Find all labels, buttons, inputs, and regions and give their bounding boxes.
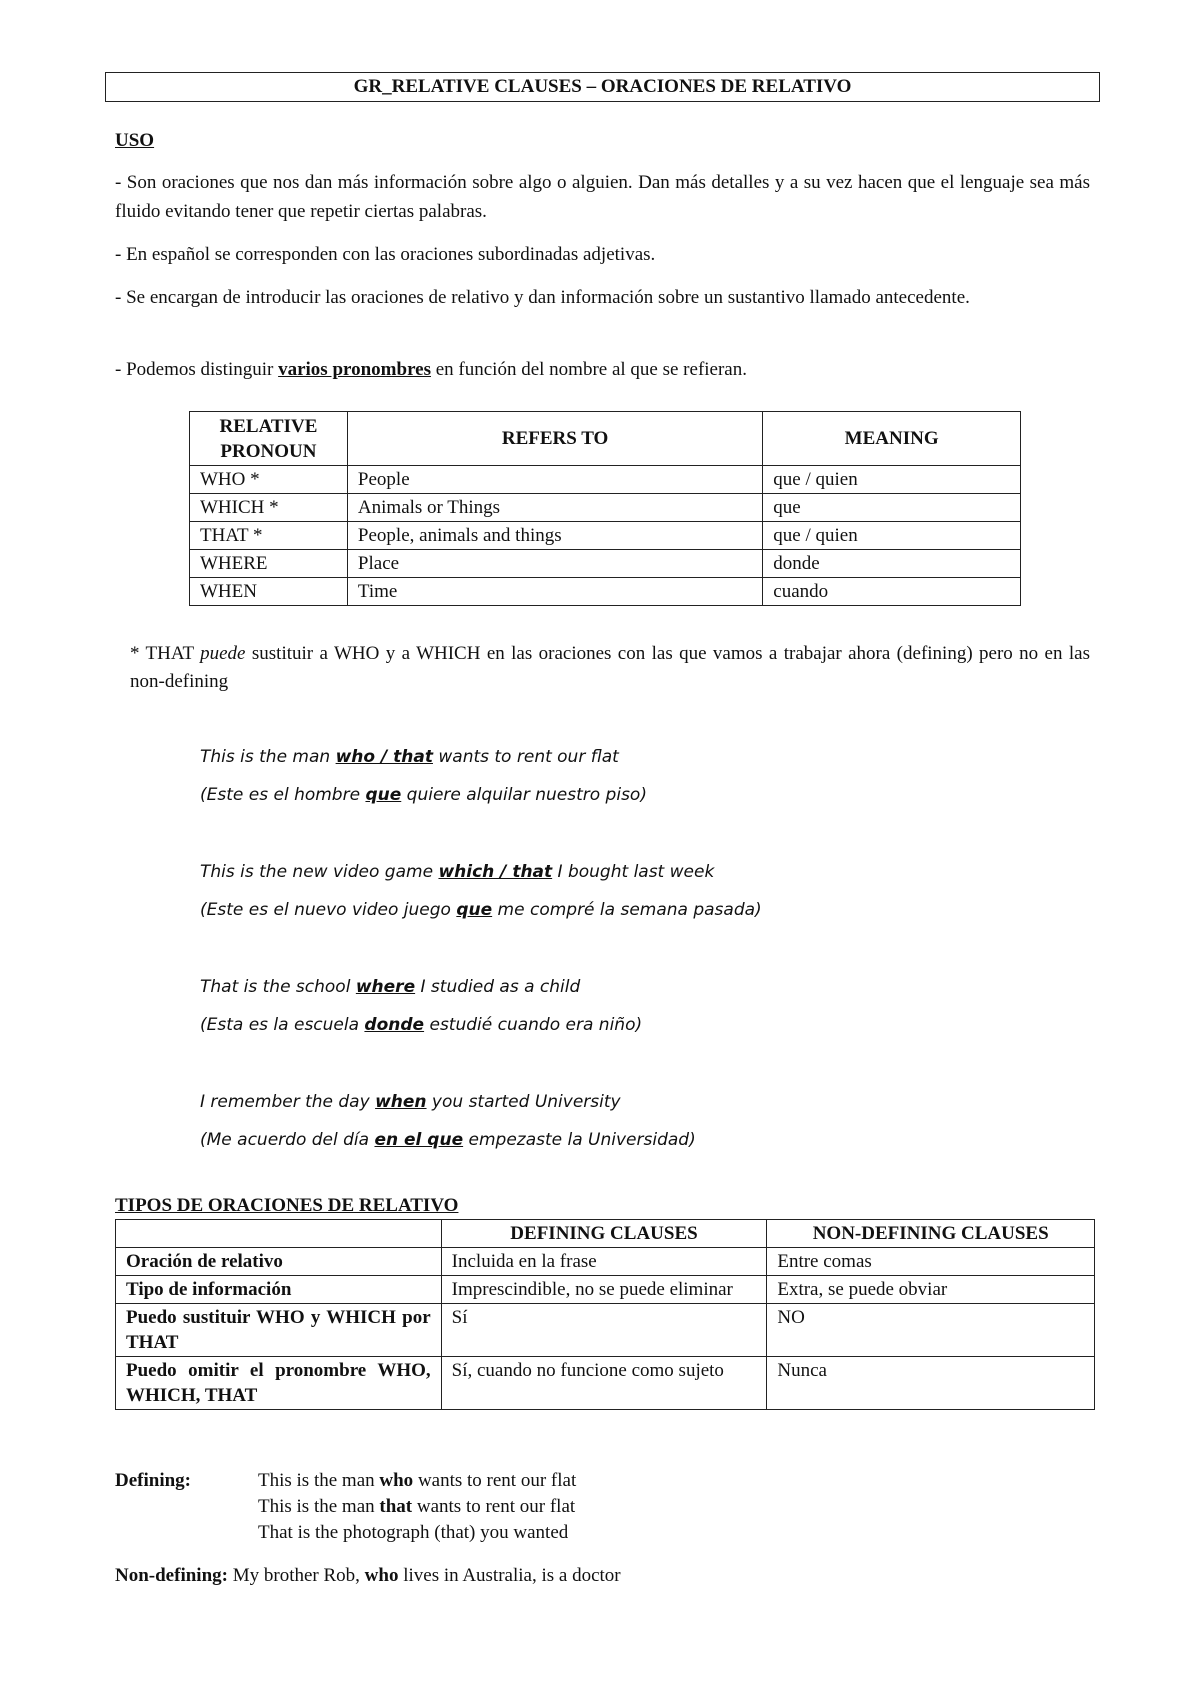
line-text: This is the man: [258, 1496, 380, 1517]
header-meaning: MEANING: [763, 412, 1021, 466]
non-defining-cell: Extra, se puede obviar: [767, 1276, 1095, 1304]
defining-cell: Sí: [441, 1304, 767, 1357]
clause-types-table: [115, 1219, 1095, 1410]
example-text: estudié cuando era niño): [424, 1015, 643, 1035]
example-keyword: who / that: [335, 747, 433, 767]
example-1-english: [200, 747, 619, 767]
example-2-spanish: [200, 900, 762, 920]
line-text: lives in Australia, is a doctor: [398, 1565, 621, 1586]
uso-paragraph-3: - Se encargan de introducir las oraciones de relativo y dan información sobre un sustantivo llamado antecedente.: [115, 287, 970, 308]
clause-types-header: [116, 1220, 1095, 1248]
refers-cell: People, animals and things: [347, 522, 762, 550]
note-pre: * THAT: [130, 643, 201, 664]
refers-cell: Animals or Things: [347, 494, 762, 522]
defining-label: Defining:: [115, 1470, 191, 1491]
meaning-cell: que / quien: [763, 522, 1021, 550]
refers-cell: Place: [347, 550, 762, 578]
that-note: [130, 640, 1090, 696]
non-defining-cell: Nunca: [767, 1357, 1095, 1410]
example-keyword: que: [365, 785, 402, 805]
note-post: sustituir a WHO y a WHICH en las oraciones con las que vamos a trabajar ahora (defining) pero no en las non-defining: [130, 643, 1090, 692]
pronoun-cell: WHICH *: [190, 494, 348, 522]
pronoun-cell: THAT *: [190, 522, 348, 550]
example-text: wants to rent our flat: [432, 747, 619, 767]
example-text: (Me acuerdo del día: [200, 1130, 375, 1150]
table-row: [190, 578, 1021, 606]
table-row: [116, 1357, 1095, 1410]
example-text: quiere alquilar nuestro piso): [401, 785, 647, 805]
header-empty: [116, 1220, 442, 1248]
header-non-defining: NON-DEFINING CLAUSES: [767, 1220, 1095, 1248]
example-text: I remember the day: [200, 1092, 376, 1112]
example-keyword: where: [355, 977, 416, 997]
defining-cell: Sí, cuando no funcione como sujeto: [441, 1357, 767, 1410]
example-text: (Esta es la escuela: [200, 1015, 365, 1035]
non-defining-cell: NO: [767, 1304, 1095, 1357]
pronoun-cell: WHO *: [190, 466, 348, 494]
table-row: [190, 494, 1021, 522]
example-text: (Este es el hombre: [200, 785, 366, 805]
example-1-spanish: [200, 785, 647, 805]
non-defining-cell: Entre comas: [767, 1248, 1095, 1276]
table-row: [190, 466, 1021, 494]
pronoun-table-header: [190, 412, 1021, 466]
example-text: I studied as a child: [415, 977, 581, 997]
row-label: Puedo sustituir WHO y WHICH por THAT: [116, 1304, 442, 1357]
row-label: Tipo de información: [116, 1276, 442, 1304]
table-row: [116, 1304, 1095, 1357]
tipos-heading: TIPOS DE ORACIONES DE RELATIVO: [115, 1195, 459, 1216]
line-text: My brother Rob,: [227, 1565, 365, 1586]
meaning-cell: cuando: [763, 578, 1021, 606]
example-text: This is the man: [200, 747, 336, 767]
uso-paragraph-2: - En español se corresponden con las oraciones subordinadas adjetivas.: [115, 244, 656, 265]
defining-line-2: [258, 1494, 576, 1520]
meaning-cell: donde: [763, 550, 1021, 578]
example-keyword: que: [456, 900, 493, 920]
example-text: That is the school: [200, 977, 356, 997]
uso-p4-pre: - Podemos distinguir: [115, 359, 279, 380]
example-keyword: en el que: [374, 1130, 464, 1150]
example-4-spanish: [200, 1130, 696, 1150]
example-text: This is the new video game: [200, 862, 439, 882]
line-keyword: who: [364, 1565, 399, 1586]
defining-examples: [258, 1468, 576, 1546]
defining-line-1: [258, 1468, 576, 1494]
non-defining-section: [115, 1565, 621, 1587]
line-keyword: who: [379, 1470, 414, 1491]
refers-cell: People: [347, 466, 762, 494]
uso-paragraph-4: [115, 355, 1090, 384]
header-relative-pronoun: RELATIVE PRONOUN: [190, 412, 348, 466]
line-text: wants to rent our flat: [412, 1496, 576, 1517]
example-3-english: [200, 977, 580, 997]
defining-section: [115, 1468, 191, 1494]
line-text: wants to rent our flat: [413, 1470, 577, 1491]
row-label: Puedo omitir el pronombre WHO, WHICH, THAT: [116, 1357, 442, 1410]
example-keyword: when: [375, 1092, 427, 1112]
refers-cell: Time: [347, 578, 762, 606]
pronoun-table: [189, 411, 1021, 606]
defining-cell: Imprescindible, no se puede eliminar: [441, 1276, 767, 1304]
example-3-spanish: [200, 1015, 642, 1035]
uso-p4-emphasis: varios pronombres: [278, 359, 431, 380]
pronoun-cell: WHEN: [190, 578, 348, 606]
example-2-english: [200, 862, 714, 882]
table-row: [190, 522, 1021, 550]
header-refers-to: REFERS TO: [347, 412, 762, 466]
example-keyword: which / that: [438, 862, 553, 882]
line-text: This is the man: [258, 1470, 380, 1491]
non-defining-label: Non-defining:: [115, 1565, 228, 1586]
meaning-cell: que / quien: [763, 466, 1021, 494]
uso-heading: USO: [115, 130, 155, 151]
example-4-english: [200, 1092, 621, 1112]
table-row: [116, 1276, 1095, 1304]
example-text: (Este es el nuevo video juego: [200, 900, 457, 920]
example-keyword: donde: [364, 1015, 425, 1035]
table-row: [116, 1248, 1095, 1276]
example-text: I bought last week: [552, 862, 715, 882]
meaning-cell: que: [763, 494, 1021, 522]
example-text: empezaste la Universidad): [463, 1130, 696, 1150]
pronoun-cell: WHERE: [190, 550, 348, 578]
defining-line-3: That is the photograph (that) you wanted: [258, 1522, 569, 1543]
note-emphasis: puede: [200, 643, 246, 664]
line-keyword: that: [379, 1496, 413, 1517]
uso-paragraph-1: - Son oraciones que nos dan más información sobre algo o alguien. Dan más detalles y a su vez hacen que el lenguaje sea más fluido evitando tener que repetir ciertas palabras.: [115, 172, 1090, 222]
header-defining: DEFINING CLAUSES: [441, 1220, 767, 1248]
uso-p4-post: en función del nombre al que se refieran.: [430, 359, 747, 380]
example-text: you started University: [426, 1092, 621, 1112]
row-label: Oración de relativo: [116, 1248, 442, 1276]
defining-cell: Incluida en la frase: [441, 1248, 767, 1276]
example-text: me compré la semana pasada): [492, 900, 762, 920]
page-title: GR_RELATIVE CLAUSES – ORACIONES DE RELATIVO: [105, 72, 1100, 102]
table-row: [190, 550, 1021, 578]
